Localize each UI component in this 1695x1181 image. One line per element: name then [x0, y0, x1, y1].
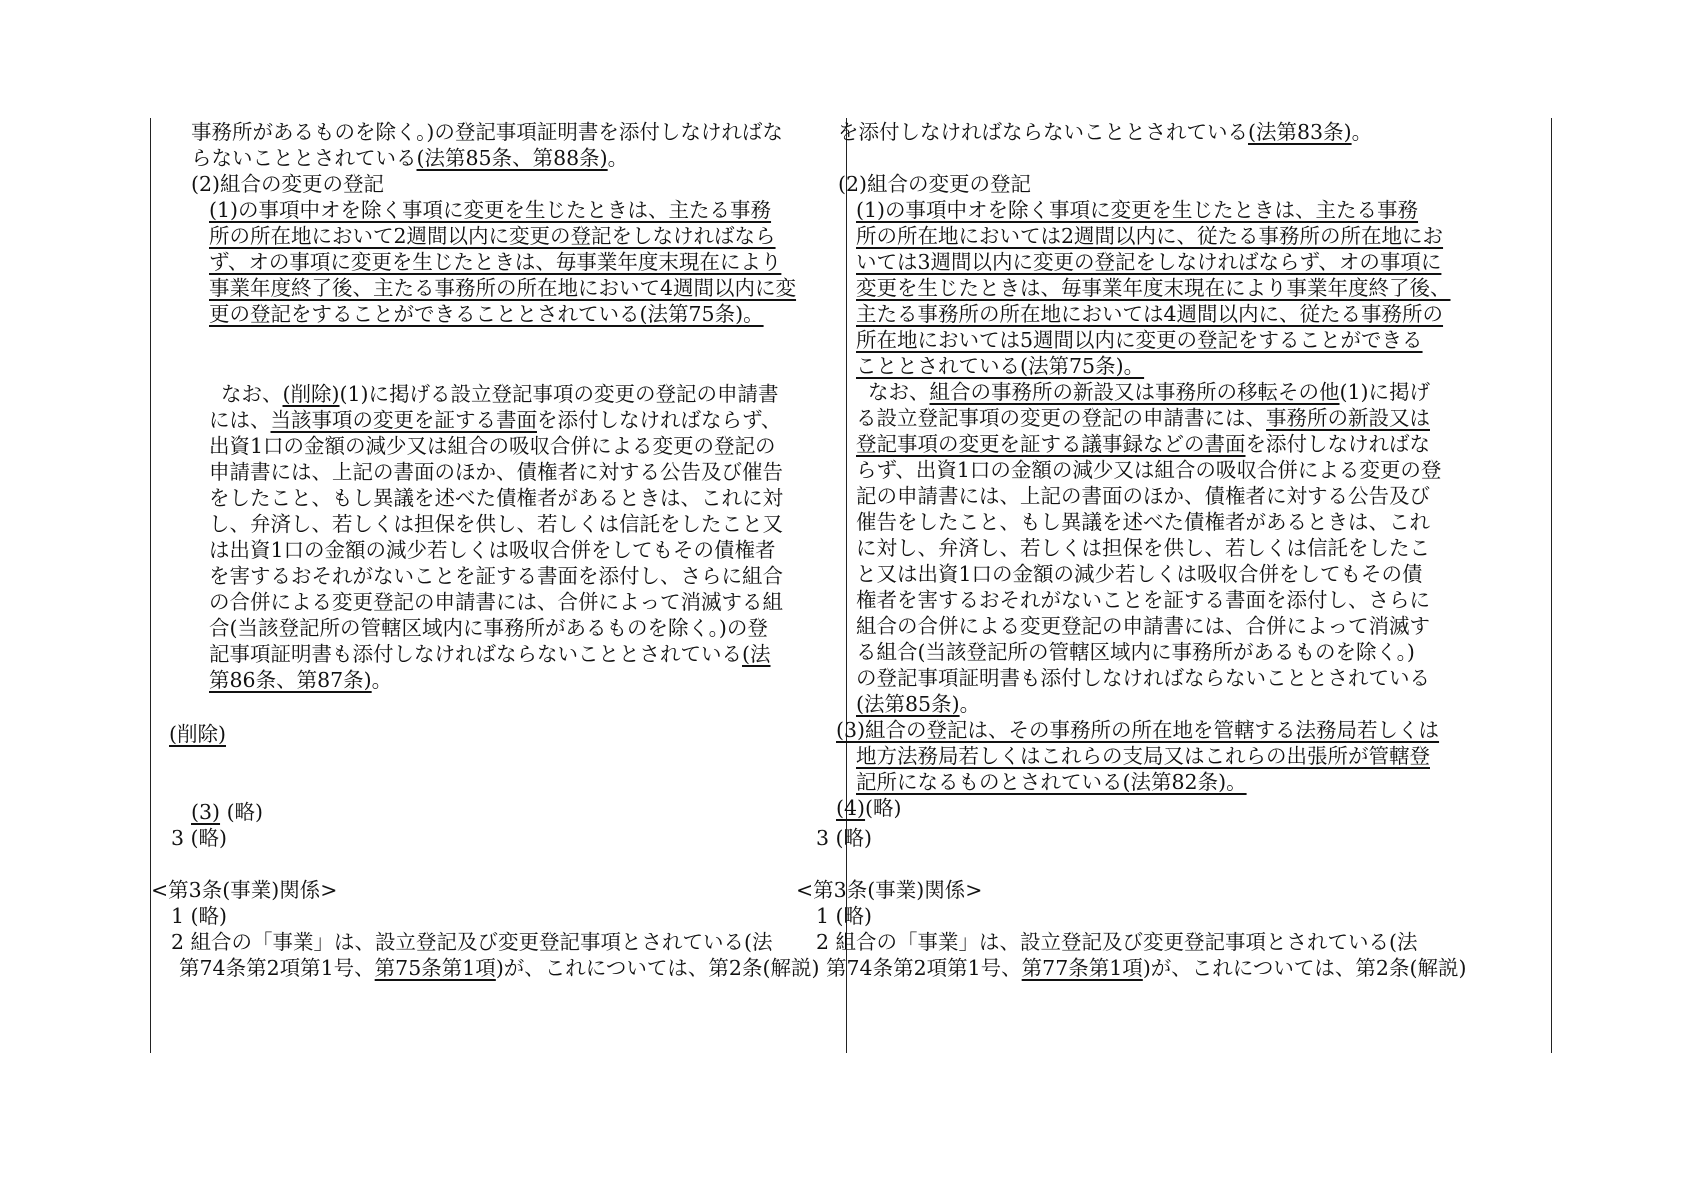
text-line: [151, 876, 337, 904]
plain-text: 合(当該登記所の管轄区域内に事務所があるものを除く。)の登: [209, 616, 768, 640]
text-line: [209, 666, 392, 694]
revised-text-column: [796, 118, 1552, 1053]
text-line: [209, 484, 783, 512]
text-line: [816, 824, 872, 852]
plain-text: を添付しなければならないこととされている: [838, 120, 1248, 144]
plain-text: <第3条(事業)関係>: [796, 878, 983, 902]
text-line: [171, 902, 227, 930]
text-line: [856, 482, 1430, 510]
underlined-text: (3): [191, 800, 221, 824]
text-line: [868, 378, 1430, 406]
text-line: [856, 508, 1430, 536]
text-line: [816, 928, 1418, 956]
text-line: [856, 456, 1441, 484]
plain-text: 第74条第2項第1号、: [179, 956, 375, 980]
plain-text: <第3条(事業)関係>: [151, 878, 338, 902]
underlined-text: (法第85条): [856, 692, 960, 716]
plain-text: (1)に掲げる設立登記事項の変更の登記の申請書: [339, 382, 779, 406]
underlined-text: 更の登記をすることができることとされている(法第75条)。: [209, 302, 764, 326]
text-line: [169, 720, 226, 748]
underlined-text: 主たる事務所の所在地においては4週間以内に、従たる事務所の: [856, 302, 1444, 326]
underlined-text: ず、オの事項に変更を生じたときは、毎事業年度末現在により: [209, 250, 782, 274]
underlined-text: 第86条、第87条): [209, 668, 372, 692]
text-line: [209, 432, 776, 460]
underlined-text: 組合の事務所の新設又は事務所の移転その他: [929, 380, 1340, 404]
text-line: [191, 144, 628, 172]
plain-text: 1 (略): [171, 904, 228, 928]
text-line: [191, 798, 263, 826]
text-line: [856, 274, 1451, 302]
text-line: [838, 170, 1031, 198]
text-line: [856, 430, 1430, 458]
underlined-text: 記所になるものとされている(法第82条)。: [856, 770, 1247, 794]
text-line: [856, 326, 1423, 354]
text-line: [856, 404, 1430, 432]
plain-text: 事務所があるものを除く。)の登記事項証明書を添付しなければな: [191, 120, 783, 144]
current-text-column: [150, 118, 847, 1053]
plain-text: )が、これについては、第2条(解説): [1142, 956, 1467, 980]
plain-text: 。: [371, 668, 393, 692]
plain-text: 組合の合併による変更登記の申請書には、合併によって消滅す: [856, 614, 1430, 638]
plain-text: には、: [209, 408, 271, 432]
plain-text: を添付しなければな: [1245, 432, 1430, 456]
text-line: [209, 588, 783, 616]
text-line: [856, 300, 1443, 328]
plain-text: 権者を害するおそれがないことを証する書面を添付し、さらに: [856, 588, 1430, 612]
plain-text: は出資1口の金額の減少若しくは吸収合併をしてもその債権者: [209, 538, 776, 562]
text-line: [836, 794, 902, 822]
plain-text: る組合(当該登記所の管轄区域内に事務所があるものを除く。): [856, 640, 1415, 664]
underlined-text: (4): [836, 796, 866, 820]
text-line: [209, 196, 771, 224]
plain-text: (2)組合の変更の登記: [191, 172, 385, 196]
plain-text: 記事項証明書も添付しなければならないこととされている: [209, 642, 742, 666]
plain-text: なお、: [221, 382, 283, 406]
plain-text: る設立登記事項の変更の登記の申請書には、: [856, 406, 1266, 430]
plain-text: 。: [1351, 120, 1373, 144]
text-line: [836, 716, 1439, 744]
plain-text: 1 (略): [816, 904, 873, 928]
text-line: [856, 196, 1418, 224]
plain-text: を添付しなければならず、: [537, 408, 782, 432]
text-line: [179, 954, 819, 982]
plain-text: らないこととされている: [191, 146, 417, 170]
underlined-text: (削除): [282, 382, 340, 406]
plain-text: し、弁済し、若しくは担保を供し、若しくは信託をしたこと又: [209, 512, 783, 536]
underlined-text: 変更を生じたときは、毎事業年度末現在により事業年度終了後、: [856, 276, 1451, 300]
plain-text: の合併による変更登記の申請書には、合併によって消滅する組: [209, 590, 783, 614]
plain-text: 出資1口の金額の減少又は組合の吸収合併による変更の登記の: [209, 434, 776, 458]
text-line: [856, 534, 1430, 562]
text-line: [171, 928, 773, 956]
underlined-text: 第77条第1項: [1021, 956, 1143, 980]
plain-text: と又は出資1口の金額の減少若しくは吸収合併をしてもその債: [856, 562, 1423, 586]
underlined-text: (法第85条、第88条): [416, 146, 608, 170]
text-line: [816, 902, 872, 930]
plain-text: 3 (略): [816, 826, 873, 850]
text-line: [209, 562, 783, 590]
underlined-text: 事業年度終了後、主たる事務所の所在地において4週間以内に変: [209, 276, 797, 300]
underlined-text: (法第83条): [1248, 120, 1352, 144]
underlined-text: (削除): [169, 722, 226, 746]
text-line: [209, 458, 783, 486]
underlined-text: 所の所在地においては2週間以内に、従たる事務所の所在地にお: [856, 224, 1444, 248]
underlined-text: こととされている(法第75条)。: [856, 354, 1145, 378]
text-line: [209, 274, 796, 302]
plain-text: 記の申請書には、上記の書面のほか、債権者に対する公告及び: [856, 484, 1430, 508]
plain-text: を害するおそれがないことを証する書面を添付し、さらに組合: [209, 564, 783, 588]
text-line: [856, 560, 1423, 588]
text-line: [209, 510, 783, 538]
text-line: [209, 300, 764, 328]
text-line: [856, 248, 1441, 276]
plain-text: )が、これについては、第2条(解説): [495, 956, 820, 980]
text-line: [838, 118, 1372, 146]
text-line: [209, 614, 768, 642]
text-line: [826, 954, 1466, 982]
text-line: [856, 768, 1247, 796]
underlined-text: 所在地においては5週間以内に変更の登記をすることができる: [856, 328, 1423, 352]
underlined-text: (3)組合の登記は、その事務所の所在地を管轄する法務局若しくは: [836, 718, 1440, 742]
underlined-text: 第75条第1項: [374, 956, 496, 980]
underlined-text: (法: [742, 642, 771, 666]
text-line: [209, 406, 781, 434]
underlined-text: 当該事項の変更を証する書面: [270, 408, 537, 432]
plain-text: に対し、弁済し、若しくは担保を供し、若しくは信託をしたこ: [856, 536, 1430, 560]
text-line: [209, 248, 781, 276]
text-line: [856, 222, 1443, 250]
plain-text: 。: [607, 146, 629, 170]
underlined-text: (1)の事項中オを除く事項に変更を生じたときは、主たる事務: [209, 198, 772, 222]
text-line: [856, 664, 1430, 692]
text-line: [856, 690, 980, 718]
text-line: [209, 222, 776, 250]
text-line: [209, 640, 771, 668]
plain-text: 。: [959, 692, 981, 716]
underlined-text: 登記事項の変更を証する議事録などの書面: [856, 432, 1246, 456]
underlined-text: 地方法務局若しくはこれらの支局又はこれらの出張所が管轄登: [856, 744, 1430, 768]
text-line: [191, 118, 783, 146]
underlined-text: (1)の事項中オを除く事項に変更を生じたときは、主たる事務: [856, 198, 1419, 222]
text-line: [796, 876, 982, 904]
text-line: [856, 586, 1430, 614]
text-line: [209, 536, 776, 564]
underlined-text: 事務所の新設又は: [1266, 406, 1430, 430]
plain-text: 申請書には、上記の書面のほか、債権者に対する公告及び催告: [209, 460, 783, 484]
plain-text: 2 組合の「事業」は、設立登記及び変更登記事項とされている(法: [816, 930, 1418, 954]
plain-text: 2 組合の「事業」は、設立登記及び変更登記事項とされている(法: [171, 930, 773, 954]
plain-text: (1)に掲げ: [1339, 380, 1431, 404]
plain-text: なお、: [868, 380, 930, 404]
text-line: [856, 352, 1144, 380]
text-line: [856, 638, 1415, 666]
plain-text: らず、出資1口の金額の減少又は組合の吸収合併による変更の登: [856, 458, 1442, 482]
plain-text: の登記事項証明書も添付しなければならないこととされている: [856, 666, 1430, 690]
text-line: [171, 824, 227, 852]
text-line: [856, 742, 1430, 770]
plain-text: (略): [865, 796, 902, 820]
plain-text: (2)組合の変更の登記: [838, 172, 1032, 196]
underlined-text: 所の所在地において2週間以内に変更の登記をしなければなら: [209, 224, 776, 248]
plain-text: 第74条第2項第1号、: [826, 956, 1022, 980]
text-line: [221, 380, 779, 408]
underlined-text: いては3週間以内に変更の登記をしなければならず、オの事項に: [856, 250, 1442, 274]
text-line: [856, 612, 1430, 640]
plain-text: (略): [220, 800, 264, 824]
plain-text: 催告をしたこと、もし異議を述べた債権者があるときは、これ: [856, 510, 1430, 534]
plain-text: 3 (略): [171, 826, 228, 850]
plain-text: をしたこと、もし異議を述べた債権者があるときは、これに対: [209, 486, 783, 510]
text-line: [191, 170, 384, 198]
